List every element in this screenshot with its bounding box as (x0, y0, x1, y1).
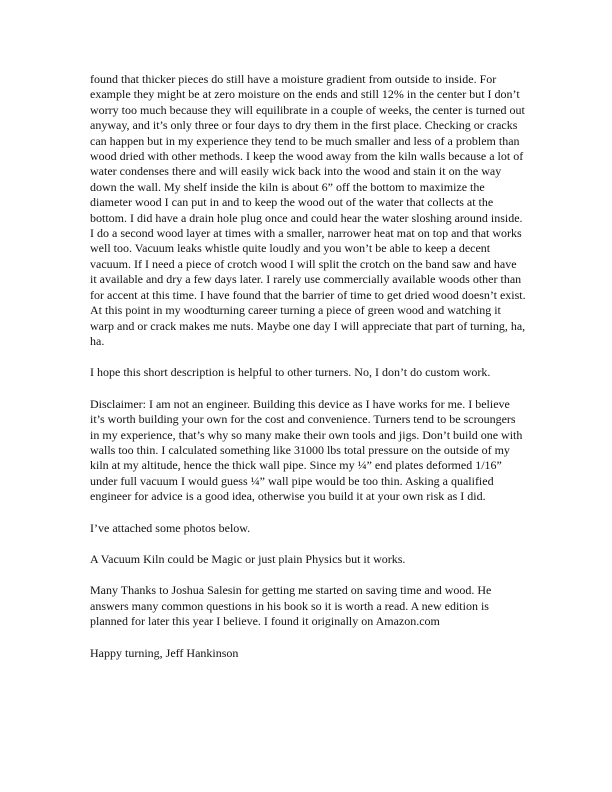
document-body (90, 72, 526, 661)
paragraph-description-note: I hope this short description is helpful to other turners. No, I don’t do custom work. (90, 365, 491, 380)
paragraph-disclaimer: Disclaimer: I am not an engineer. Building this device as I have works for me. I believe it’s worth building your own for the cost and convenience. Turners tend to be scroungers in my experience, that’s why so many make their own tools and jigs. Don’t build one with walls too thin. I calculated something like 31000 lbs total pressure on the outside of my kiln at my altitude, hence the thick wall pipe. Since my ¼” end plates deformed 1/16” under full vacuum I would guess ¼” wall pipe would be too thin. Asking a qualified engineer for advice is a good idea, otherwise you build it at your own risk as I did. (90, 396, 523, 504)
paragraph-magic-or-physics: A Vacuum Kiln could be Magic or just plain Physics but it works. (90, 551, 406, 566)
paragraph-thanks: Many Thanks to Joshua Salesin for getting me started on saving time and wood. He answers many common questions in his book so it is worth a read. A new edition is planned for later this year I believe. I found it originally on Amazon.com (90, 583, 492, 629)
paragraph-kiln-drying-notes: found that thicker pieces do still have a moisture gradient from outside to inside. For example they might be at zero moisture on the ends and still 12% in the center but I don’t worry too much because they will equilibrate in a couple of weeks, the center is turned out anyway, and it’s only three or four days to dry them in the first place. Checking or cracks can happen but in my experience they tend to be much smaller and less of a problem than wood dried with other methods. I keep the wood away from the kiln walls because a lot of water condenses there and will easily wick back into the wood and stain it on the way down the wall. My shelf inside the kiln is about 6” off the bottom to maximize the diameter wood I can put in and to keep the wood out of the water that collects at the bottom. I did have a drain hole plug once and could hear the water sloshing around inside. I do a second wood layer at times with a smaller, narrower heat mat on top and that works well too. Vacuum leaks whistle quite loudly and you won’t be able to keep a decent vacuum. If I need a piece of crotch wood I will split the crotch on the band saw and have it available and dry a few days later. I rarely use commercially available woods other than for accent at this time. I have found that the barrier of time to get dried wood doesn’t exist. At this point in my woodturning career turning a piece of green wood and watching it warp and or crack makes me nuts. Maybe one day I will appreciate that part of turning, ha, ha. (90, 72, 526, 348)
paragraph-signoff: Happy turning, Jeff Hankinson (90, 645, 239, 660)
paragraph-photos-note: I’ve attached some photos below. (90, 520, 251, 535)
